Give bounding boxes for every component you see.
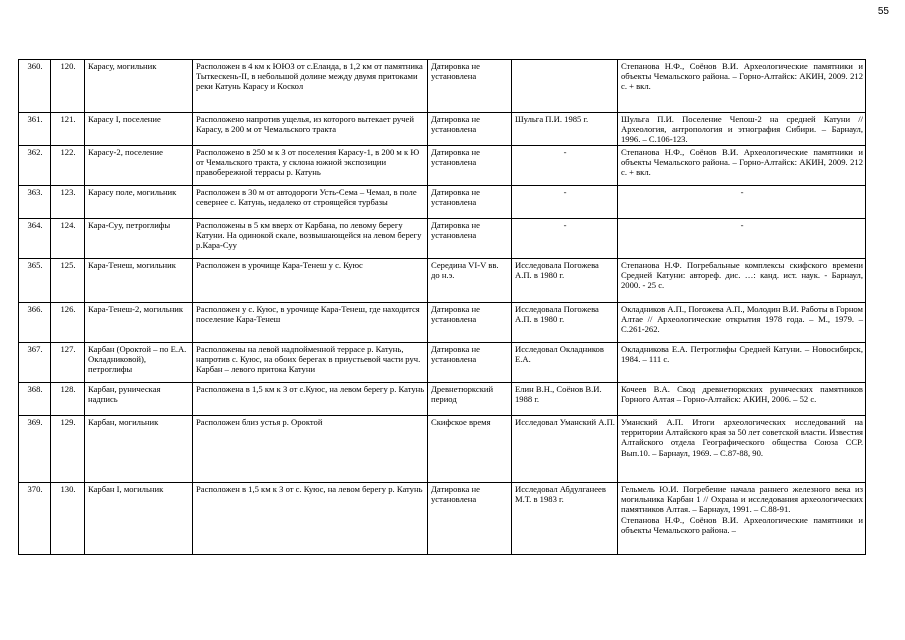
section-number [51,113,85,146]
section-number-text: 129. [60,417,76,427]
section-number [51,146,85,186]
row-number-text: 367. [27,344,43,354]
monument-literature [618,383,866,416]
monument-literature-text: Уманский А.П. Итоги археологических исследований на территории Алтайского края за 50 лет советской власти. Известия Алтайского отдела Географического общества Союза ССР. Вып.10. – Барнаул, 1969. – С.87-88, 90. [621,417,863,458]
section-number-text: 125. [60,260,76,270]
monument-dating [428,259,512,303]
monument-dating-text: Датировка не установлена [431,61,480,82]
monument-name-text: Карбан (Ороктой – по Е.А. Окладниковой), петроглифы [88,344,187,375]
monument-researcher [512,146,618,186]
section-number [51,416,85,483]
section-number-text: 123. [60,187,76,197]
monument-researcher [512,219,618,259]
row-number [19,343,51,383]
section-number-text: 128. [60,384,76,394]
monument-literature-extra: Степанова Н.Ф., Соёнов В.И. Археологические памятники и объекты Чемальского района. – [621,514,863,535]
monument-literature-text: - [740,220,744,230]
monument-researcher-text: Исследовал Уманский А.П. [515,417,615,427]
monument-name-text: Кара-Тенеш, могильник [88,260,176,270]
monument-researcher [512,60,618,113]
monument-researcher-text: - [563,220,567,230]
monument-researcher [512,416,618,483]
row-number-text: 368. [27,384,43,394]
monument-literature [618,60,866,113]
monument-location-text: Расположено в 250 м к З от поселения Карасу-1, в 200 м к Ю от Чемальского тракта, у склона южной экспозиции правобережной террасы р. Катунь [196,147,420,178]
row-number [19,186,51,219]
monument-literature [618,259,866,303]
section-number [51,343,85,383]
monument-name [85,60,193,113]
monument-name [85,343,193,383]
monument-location-text: Расположен в 1,5 км к З от с. Куюс, на левом берегу р. Катунь [196,484,423,494]
monument-dating [428,383,512,416]
monument-dating-text: Датировка не установлена [431,484,480,505]
row-number-text: 360. [27,61,43,71]
monument-dating [428,60,512,113]
monument-location-text: Расположен в 30 м от автодороги Усть-Сема – Чемал, в поле севернее с. Катунь, недалеко от строящейся турбазы [196,187,417,208]
monument-location-text: Расположен у с. Куюс, в урочище Кара-Тенеш, где находится поселение Кара-Тенеш [196,304,420,325]
monument-researcher-text: Исследовала Погожева А.П. в 1980 г. [515,304,599,325]
monument-name [85,113,193,146]
monument-literature-text: Шульга П.И. Поселение Чепош-2 на средней Катуни // Археология, антропология и этнография Сибири. – Барнаул, 1996. – С.106-123. [621,114,863,145]
monument-literature-text: Степанова Н.Ф., Соёнов В.И. Археологические памятники и объекты Чемальского района. – Горно-Алтайск: АКИН, 2009. 212 с. + вкл. [621,61,863,92]
monument-location [193,60,428,113]
section-number-text: 124. [60,220,76,230]
monument-location [193,113,428,146]
monument-dating [428,483,512,555]
monument-literature [618,483,866,555]
monument-literature [618,343,866,383]
section-number-text: 126. [60,304,76,314]
monument-location-text: Расположены в 5 км вверх от Карбана, по левому берегу Катуни. На одинокой скале, возвышающейся на левом берегу р.Кара-Суу [196,220,422,251]
monument-location [193,383,428,416]
monument-location-text: Расположен близ устья р. Ороктой [196,417,323,427]
monument-name [85,219,193,259]
monument-location-text: Расположены на левой надпойменной террасе р. Катунь, напротив с. Куюс, на обоих берегах в приустьевой части руч. Карбан – левого притока Катуни [196,344,421,375]
monument-literature-text: Степанова Н.Ф., Соёнов В.И. Археологические памятники и объекты Чемальского района. – Горно-Алтайск: АКИН, 2009. 212 с. + вкл. [621,147,863,178]
section-number [51,219,85,259]
monument-location [193,303,428,343]
monument-literature-text: - [740,187,744,197]
monument-dating-text: Датировка не установлена [431,147,480,168]
monuments-table [18,59,866,555]
monument-name-text: Карасу поле, могильник [88,187,177,197]
row-number [19,303,51,343]
monument-literature-text: Окладникова Е.А. Петроглифы Средней Катуни. – Новосибирск, 1984. – 111 с. [621,344,863,365]
table-row [19,416,866,483]
monument-researcher [512,343,618,383]
monument-researcher-text: - [563,147,567,157]
monument-dating [428,303,512,343]
monument-location-text: Расположен в урочище Кара-Тенеш у с. Куюс [196,260,363,270]
monument-literature [618,219,866,259]
monument-name-text: Карасу-2, поселение [88,147,163,157]
monument-location [193,483,428,555]
monument-researcher-text: Исследовала Погожева А.П. в 1980 г. [515,260,599,281]
monument-name [85,259,193,303]
table-row [19,186,866,219]
row-number [19,259,51,303]
section-number-text: 122. [60,147,76,157]
monument-literature-text: Окладников А.П., Погожева А.П., Молодин В.И. Работы в Горном Алтае // Археологические открытия 1978 года. – М., 1979. – С.261-262. [621,304,863,335]
monument-literature [618,416,866,483]
monument-location-text: Расположено напротив ущелья, из которого вытекает ручей Карасу, в 200 м от Чемальского тракта [196,114,414,135]
row-number-text: 361. [27,114,43,124]
monument-name-text: Карасу, могильник [88,61,157,71]
monument-literature-text: Гельмель Ю.И. Погребение начала раннего железного века из могильника Карбан 1 // Охрана и исследования археологических памятников Алтая. – Барнаул, 1991. – С.88-91. [621,484,863,515]
row-number [19,416,51,483]
monument-literature-text: Степанова Н.Ф. Погребальные комплексы скифского времени Средней Катуни: автореф. дис. …: канд. ист. наук. - Барнаул, 2000. - 25 с. [621,260,863,291]
row-number-text: 365. [27,260,43,270]
monument-name [85,303,193,343]
monument-location [193,259,428,303]
monument-dating-text: Скифское время [431,417,491,427]
section-number [51,483,85,555]
row-number [19,383,51,416]
monument-name-text: Кара-Суу, петроглифы [88,220,171,230]
table-row [19,60,866,113]
monument-researcher-text: Шульга П.И. 1985 г. [515,114,589,124]
row-number [19,146,51,186]
section-number-text: 121. [60,114,76,124]
monument-dating [428,113,512,146]
row-number-text: 362. [27,147,43,157]
table-body [19,60,866,555]
monument-name [85,483,193,555]
row-number [19,219,51,259]
monument-researcher [512,483,618,555]
page-number: 55 [877,6,889,17]
row-number-text: 369. [27,417,43,427]
monument-dating-text: Датировка не установлена [431,114,480,135]
monument-location [193,219,428,259]
monument-researcher-text: Исследовал Окладников Е.А. [515,344,604,365]
row-number-text: 366. [27,304,43,314]
row-number [19,483,51,555]
table-row [19,343,866,383]
monument-literature [618,303,866,343]
table-row [19,383,866,416]
monument-dating-text: Датировка не установлена [431,304,480,325]
table-row [19,483,866,555]
monument-location [193,186,428,219]
monument-location [193,416,428,483]
monument-literature [618,113,866,146]
monument-location-text: Расположена в 1,5 км к З от с.Куюс, на левом берегу р. Катунь [196,384,425,394]
monument-researcher-text: Елин В.Н., Соёнов В.И. 1988 г. [515,384,602,405]
table-row [19,146,866,186]
row-number [19,60,51,113]
monument-name-text: Карбан, руническая надпись [88,384,161,405]
monument-location [193,343,428,383]
monument-dating [428,416,512,483]
monument-name [85,186,193,219]
monument-name [85,146,193,186]
monument-literature-text: Кочеев В.А. Свод древнетюркских рунических памятников Горного Алтая – Горно-Алтайск: АКИН, 2006. – 52 с. [621,384,863,405]
monument-name-text: Карбан I, могильник [88,484,164,494]
monument-name [85,416,193,483]
section-number-text: 127. [60,344,76,354]
section-number [51,60,85,113]
monument-literature [618,186,866,219]
monument-researcher [512,383,618,416]
monument-researcher [512,259,618,303]
monument-researcher-text: Исследовал Абдулганеев М.Т. в 1983 г. [515,484,606,505]
section-number-text: 120. [60,61,76,71]
monument-researcher [512,113,618,146]
monument-name-text: Карбан, могильник [88,417,159,427]
monument-name-text: Карасу I, поселение [88,114,161,124]
monument-researcher [512,186,618,219]
monument-researcher-text: - [563,187,567,197]
monument-location [193,146,428,186]
row-number-text: 363. [27,187,43,197]
monument-researcher [512,303,618,343]
monument-literature [618,146,866,186]
monument-dating-text: Середина VI-V вв. до н.э. [431,260,499,281]
monument-dating [428,219,512,259]
table-row [19,303,866,343]
monument-name-text: Кара-Тенеш-2, могильник [88,304,184,314]
monument-location-text: Расположен в 4 км к ЮЮЗ от с.Еланда, в 1,2 км от памятника Тыткескень-II, в небольшой долине между двумя притоками реки Катунь Карасу и Коскол [196,61,423,92]
section-number [51,186,85,219]
section-number [51,303,85,343]
section-number [51,259,85,303]
monument-dating [428,146,512,186]
row-number-text: 364. [27,220,43,230]
monument-dating-text: Датировка не установлена [431,220,480,241]
table-row [19,259,866,303]
monument-dating-text: Датировка не установлена [431,187,480,208]
row-number [19,113,51,146]
section-number [51,383,85,416]
monument-name [85,383,193,416]
monument-dating [428,343,512,383]
row-number-text: 370. [27,484,43,494]
table-row [19,113,866,146]
section-number-text: 130. [60,484,76,494]
table-row [19,219,866,259]
monument-dating-text: Датировка не установлена [431,344,480,365]
monument-dating [428,186,512,219]
monument-dating-text: Древнетюркский период [431,384,494,405]
